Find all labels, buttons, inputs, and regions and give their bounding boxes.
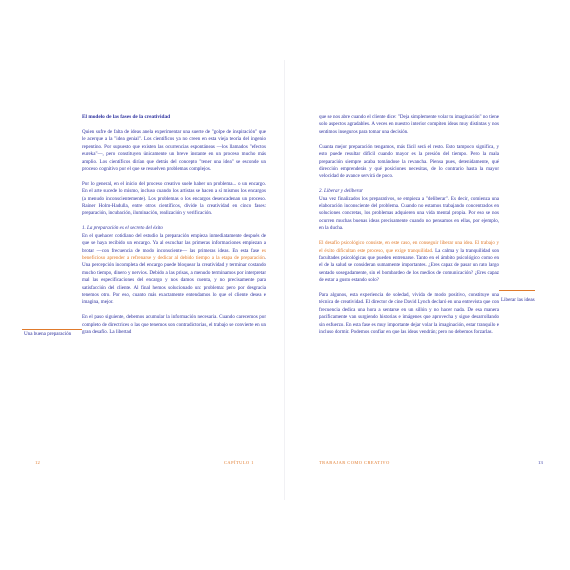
body-text: . Una percepción incompleta del encargo puede bloquear la creatividad y terminar costando mucho tiempo, dinero y nervios. Debido a las prisas, a menudo terminamos por interpretar mal las especificaciones del encargo y nos damos cuenta, y no precisamente para satisfacción del cliente. Al final hemos solucionado un: problema: pero por desgracia tenemos otro. Por eso, cuanto más exactamente entendamos lo que el cliente desea e imagina, mejor. <box>82 254 266 306</box>
running-head: TRABAJAR COMO CREATIVO <box>319 460 390 465</box>
body-paragraph: Cuanta mejor preparación tengamos, más fácil será el resto. Esto tampoco significa, y esto puede resultar difícil cuando mayor es la presión del tiempo. Pero la mala preparación siempre acaba tomándose la revancha. Piensa pues, detenidamente, qué dirección emprenderás y qué posiciones necesitas, de lo contrario hasta la mayor velocidad de avance servirá de poco. <box>319 143 499 180</box>
highlighted-text: es beneficioso aprender a refrenarse y dedicar al debido tiempo a la etapa de preparación <box>82 247 266 261</box>
margin-note: Liberar las ideas <box>501 297 535 303</box>
body-paragraph: En el paso siguiente, debemos acumular la información necesaria. Cuando carecemos por completo de directrices o las que tenemos son contradictorias, el trabajo se convierte en un gran desafío. La libertad <box>82 314 266 336</box>
left-text-column <box>82 114 266 344</box>
body-paragraph: Quien sufre de falta de ideas anela experimentar una suerte de "golpe de inspiración" que le acerque a la "idea genial". Los científicos ya no creen en esta vieja teoría del ingenio repentino. Por supuesto que existen las ocurrencias espontáneas —los llamados "efectos eureka"—, pero constituyen únicamente un breve instante en un proceso mucho más amplio. Los científicos dirían que detrás del concepto "tener una idea" se esconde un proceso cognitivo por el que se resuelven problemas complejos. <box>82 128 266 172</box>
margin-note-rule <box>22 329 82 330</box>
page-number: 12 <box>35 460 40 465</box>
body-text: En el quehacer cotidiano del estudio la preparación empieza inmediatamente después de que se haya recibido un encargo. Ya al escuchar las primeras informaciones empiezan a brotar —con frecuencia de modo inconsciente— las primeras ideas. En esta fase <box>82 232 266 254</box>
section-heading: El modelo de las fases de la creatividad <box>82 114 171 120</box>
body-paragraph <box>82 233 266 307</box>
subsection-title: 1. La preparación es el secreto del éxito <box>82 225 163 232</box>
body-paragraph: Por lo general, en el inicio del proceso creativo suele haber un problema... o un encargo. En el arte sucede lo mismo, incluso cuando los artistas se hacen a sí mismos los encargos (a menudo inconscientemente). Los problemas o los encargos desencadenan un proceso. Rainer Holm-Hadulla, entre otros científicos, divide la creatividad en cinco fases: preparación, incubación, iluminación, realización y verificación. <box>82 180 266 217</box>
body-paragraph <box>319 240 499 285</box>
margin-note: Una buena preparación <box>24 331 72 337</box>
right-text-column <box>319 114 499 344</box>
body-paragraph: Para algunos, esta experiencia de soledad, vivida de modo positivo, constituye una técnica de creatividad. El director de cine David Lynch declaró en una entrevista que con frecuencia dedica una hora a sentarse en un sillón y no hacer nada. De esa manera pacíficamente van surgiendo historias e imágenes que aprovecha y sigue desarrollando sin esfuerzo. En esta fase es muy importante dejar volar la imaginación, estar tranquilo e incluso dormir. Podemos confiar en que las ideas vendrán; pero no debemos forzarlas. <box>319 292 499 336</box>
page-number: 13 <box>538 460 543 465</box>
right-page <box>285 0 570 570</box>
highlighted-text: El desafío psicológico consiste, en este caso, en conseguir liberar una idea. El trabajo y el éxito dificultan este proceso, que exige tranquilidad <box>319 240 499 254</box>
subsection-title: 2. Liberar y deliberar <box>319 188 364 195</box>
body-paragraph: que se nos abre cuando el cliente dice: "Deja simplemente volar tu imaginación" no tiene solo aspectos agradables. A veces en nuestro interior compiten ideas muy distintas y nos sentimos inseguros para tomar una decisión. <box>319 114 499 135</box>
body-paragraph: Una vez finalizados los preparativos, se empieza a "deliberar". Es decir, comienza una elaboración inconsciente del problema. Cuando no estamos trabajando concentrados en soluciones concretas, los problemas adquieren una vida mental propia. Por eso se nos ocurren muchas buenas ideas precisamente cuando no pensamos en ellas, por ejemplo, en la ducha. <box>319 195 499 232</box>
running-head: CAPÍTULO 1 <box>224 460 255 465</box>
body-text: . La calma y la tranquilidad son facultades psicológicas que pueden entrenarse. Tanto en el ámbito psicológico como en el de la salud se consideran sumamente importantes. ¿Eres capaz de pasar un rato largo sentado sosegadamente, sin el bombardeo de los medios de comunicación? ¿Eres capaz de estar a gusto estando solo? <box>319 247 499 284</box>
margin-note-rule <box>499 290 535 291</box>
